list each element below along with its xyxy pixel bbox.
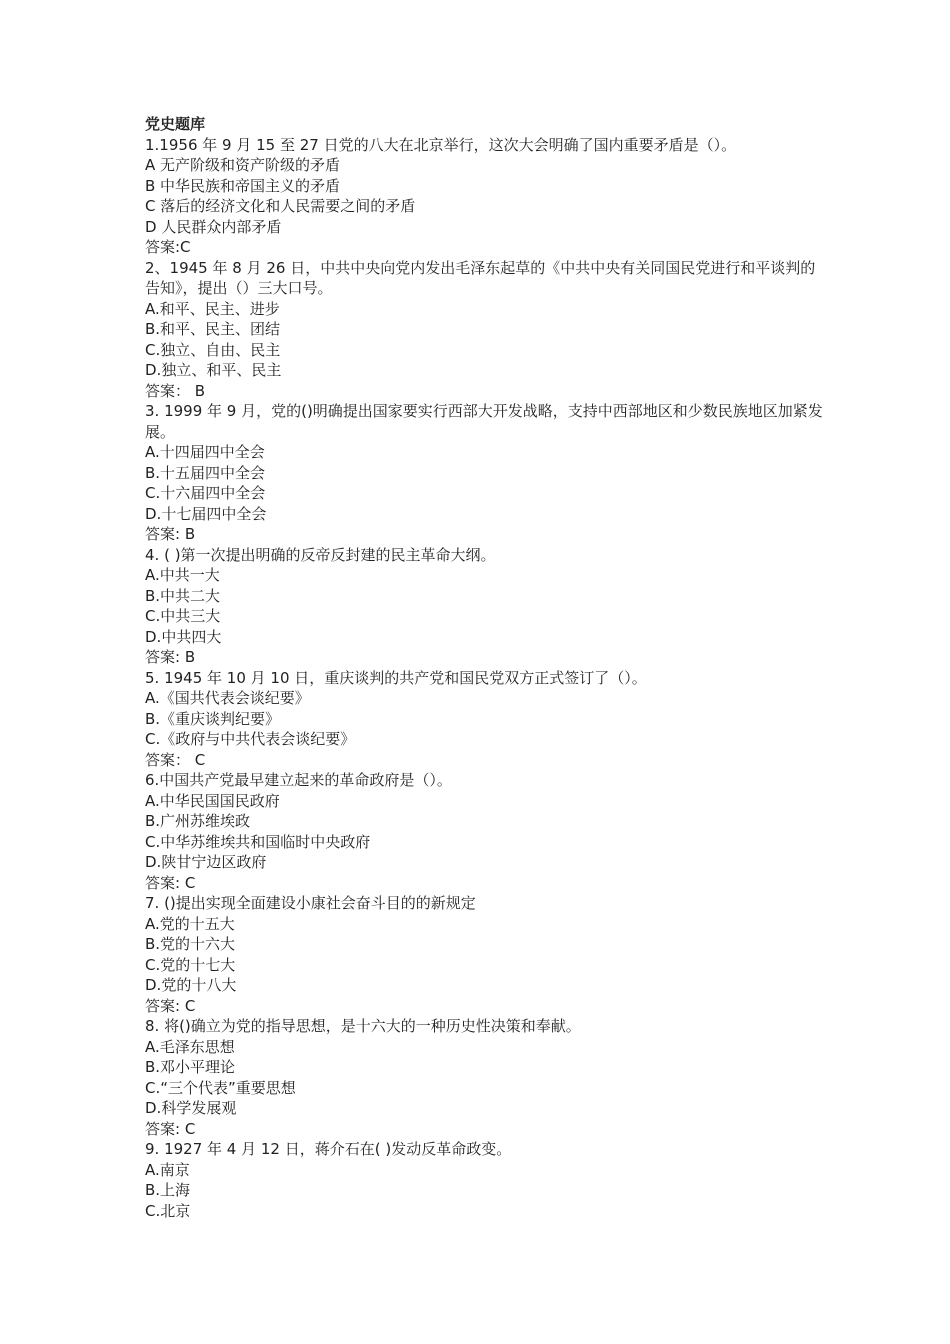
option-b: B.广州苏维埃政 xyxy=(145,812,251,830)
document-title: 党史题库 xyxy=(145,115,206,133)
option-c: C.北京 xyxy=(145,1201,191,1220)
question-stem: 3. 1999 年 9 月，党的()明确提出国家要实行西部大开发战略，支持中西部地区和少数民族地区加紧发展。 xyxy=(145,402,823,441)
option-a: A.南京 xyxy=(145,1160,190,1179)
option-a: A.毛泽东思想 xyxy=(145,1037,235,1056)
option-b: B.上海 xyxy=(145,1181,191,1199)
question-9 xyxy=(145,1139,825,1221)
option-c: C.独立、自由、民主 xyxy=(145,340,281,359)
option-c: C.党的十七大 xyxy=(145,955,236,974)
question-5 xyxy=(145,668,825,771)
option-c: C.“三个代表”重要思想 xyxy=(145,1078,296,1097)
answer: 答案： B xyxy=(145,381,206,400)
question-stem: 9. 1927 年 4 月 12 日，蒋介石在( )发动反革命政变。 xyxy=(145,1140,512,1158)
option-a: A.党的十五大 xyxy=(145,914,235,933)
question-stem: 8. 将()确立为党的指导思想，是十六大的一种历史性决策和奉献。 xyxy=(145,1017,581,1035)
option-a: A.十四届四中全会 xyxy=(145,443,265,461)
option-d: D.独立、和平、民主 xyxy=(145,361,282,379)
option-a: A.中共一大 xyxy=(145,566,220,584)
answer: 答案: C xyxy=(145,1119,196,1138)
option-b: B.《重庆谈判纪要》 xyxy=(145,709,281,728)
answer: 答案: B xyxy=(145,525,196,543)
question-stem: 2、1945 年 8 月 26 日，中共中央向党内发出毛泽东起草的《中共中央有关同国民党进行和平谈判的告知》，提出（）三大口号。 xyxy=(145,258,816,297)
answer: 答案： C xyxy=(145,750,206,769)
option-b: B.邓小平理论 xyxy=(145,1058,236,1076)
answer: 答案: C xyxy=(145,996,196,1015)
option-c: C.中共三大 xyxy=(145,607,221,625)
option-d: D.十七届四中全会 xyxy=(145,504,267,523)
question-4 xyxy=(145,545,825,668)
option-d: D.科学发展观 xyxy=(145,1099,237,1117)
question-6 xyxy=(145,770,825,893)
question-stem: 5. 1945 年 10 月 10 日，重庆谈判的共产党和国民党双方正式签订了（）。 xyxy=(145,668,647,687)
option-c: C.《政府与中共代表会谈纪要》 xyxy=(145,730,356,748)
option-b: B.党的十六大 xyxy=(145,935,236,953)
option-b: B.中共二大 xyxy=(145,586,221,605)
question-8 xyxy=(145,1016,825,1139)
option-d: D.陕甘宁边区政府 xyxy=(145,853,267,871)
question-stem: 1.1956 年 9 月 15 至 27 日党的八大在北京举行，这次大会明确了国内重要矛盾是（）。 xyxy=(145,135,737,154)
option-c: C.中华苏维埃共和国临时中央政府 xyxy=(145,832,371,851)
option-b: B.和平、民主、团结 xyxy=(145,320,281,338)
question-3 xyxy=(145,401,825,545)
answer: 答案: B xyxy=(145,648,196,666)
question-7 xyxy=(145,893,825,1016)
option-c: C 落后的经济文化和人民需要之间的矛盾 xyxy=(145,197,416,215)
document-page xyxy=(145,114,825,1221)
question-2 xyxy=(145,258,825,402)
answer: 答案:C xyxy=(145,238,191,256)
option-a: A.《国共代表会谈纪要》 xyxy=(145,689,310,707)
option-a: A.和平、民主、进步 xyxy=(145,299,280,318)
option-a: A.中华民国国民政府 xyxy=(145,791,280,810)
option-c: C.十六届四中全会 xyxy=(145,484,266,502)
option-d: D.中共四大 xyxy=(145,627,222,646)
option-b: B 中华民族和帝国主义的矛盾 xyxy=(145,176,341,195)
answer: 答案: C xyxy=(145,873,196,892)
question-stem: 6.中国共产党最早建立起来的革命政府是（）。 xyxy=(145,771,452,789)
option-d: D 人民群众内部矛盾 xyxy=(145,217,282,236)
question-1 xyxy=(145,135,825,258)
question-stem: 7. ()提出实现全面建设小康社会奋斗目的的新规定 xyxy=(145,894,476,912)
option-d: D.党的十八大 xyxy=(145,976,237,994)
option-b: B.十五届四中全会 xyxy=(145,463,266,482)
option-a: A 无产阶级和资产阶级的矛盾 xyxy=(145,156,341,174)
question-stem: 4. ( )第一次提出明确的反帝反封建的民主革命大纲。 xyxy=(145,545,496,564)
